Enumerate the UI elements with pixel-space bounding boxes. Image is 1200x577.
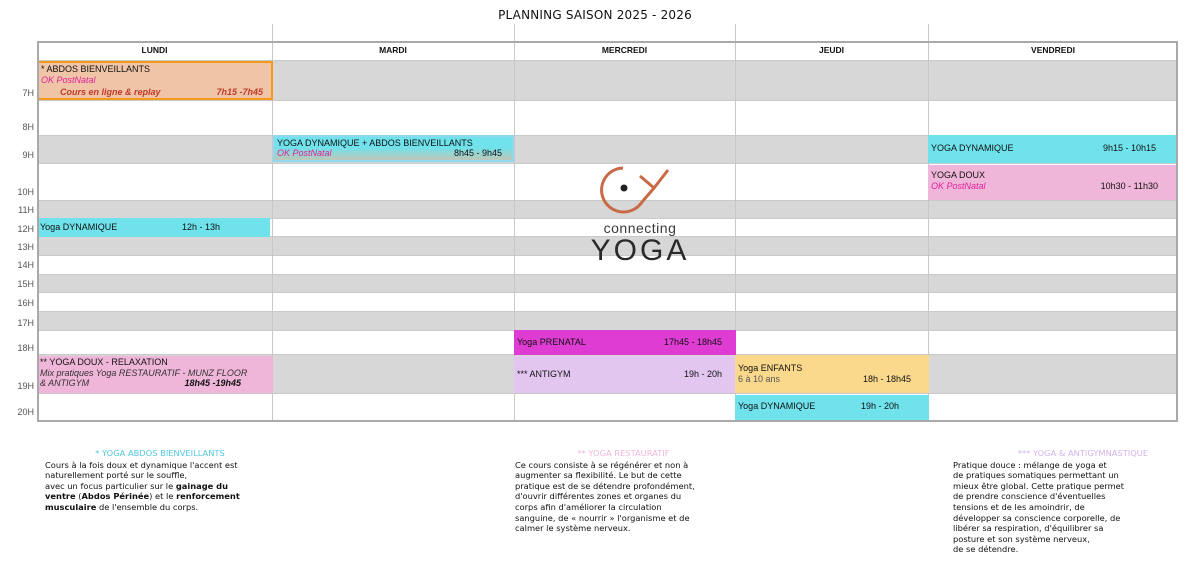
event-time: 9h15 - 10h15 [1102, 143, 1156, 153]
note-line: Cours à la fois doux et dynamique l'accent est [45, 459, 238, 470]
hour-label: 19H [17, 381, 34, 391]
day-header-vendredi: VENDREDI [1031, 45, 1075, 55]
event-title: ** YOGA DOUX - RELAXATION [40, 357, 168, 367]
event-title: YOGA DOUX [931, 170, 986, 180]
event-title: Yoga DYNAMIQUE [738, 401, 816, 411]
day-header-mardi: MARDI [379, 45, 407, 55]
event-title: Yoga PRENATAL [517, 337, 586, 347]
note-line: naturellement porté sur le souffle, [45, 470, 188, 481]
grid-line [37, 274, 1178, 275]
hour-label: 15H [17, 279, 34, 289]
event-title: Yoga ENFANTS [738, 363, 803, 373]
hour-label: 16H [17, 298, 34, 308]
event-time: 7h15 -7h45 [216, 87, 263, 97]
event-vendredi-yoga-doux[interactable] [928, 165, 1176, 200]
hour-label: 18H [17, 343, 34, 353]
day-header-lundi: LUNDI [141, 45, 168, 55]
hour-label: 20H [17, 407, 34, 417]
event-time: 10h30 - 11h30 [1100, 181, 1158, 191]
band-15h [37, 274, 1178, 292]
note-yoga-antigymnastique [953, 448, 1193, 555]
note-line: libérer sa respiration, d'équilibrer sa [953, 523, 1104, 534]
grid-line [37, 393, 1178, 394]
note-heading: * YOGA ABDOS BIENVEILLANTS [95, 448, 225, 458]
event-mardi-yoga-dynamique-abdos[interactable] [273, 135, 514, 162]
hour-label: 14H [17, 260, 34, 270]
event-mercredi-yoga-prenatal[interactable] [514, 330, 736, 355]
event-subtitle-2: & ANTIGYM [40, 378, 90, 388]
event-lundi-abdos-bienveillants[interactable] [37, 61, 273, 100]
note-line: tensions et de les amoindrir, de [953, 501, 1085, 512]
day-header-mercredi: MERCREDI [601, 45, 648, 55]
note-line: pratique est de se détendre profondément, [515, 480, 695, 491]
event-subtitle: OK PostNatal [41, 75, 96, 85]
note-text: ) et le [149, 491, 177, 502]
event-vendredi-yoga-dynamique[interactable] [928, 135, 1176, 163]
hour-label: 9H [22, 150, 34, 160]
note-line: posture et son système nerveux, [953, 533, 1090, 544]
hour-label: 7H [22, 88, 34, 98]
note-line [45, 491, 275, 502]
event-time: 8h45 - 9h45 [453, 148, 502, 158]
note-text: avec un focus particulier sur le [45, 480, 176, 491]
event-jeudi-yoga-dynamique[interactable] [735, 395, 929, 421]
note-line: Pratique douce : mélange de yoga et [953, 459, 1107, 470]
note-line: de prendre conscience d'éventuelles [953, 491, 1106, 502]
grid-line [37, 41, 1178, 42]
grid-line [37, 311, 1178, 312]
note-line: de se détendre. [953, 544, 1019, 555]
band-8h [37, 100, 1178, 135]
event-title: Yoga DYNAMIQUE [40, 222, 118, 232]
note-line: calmer le système nerveux. [515, 523, 631, 534]
event-title: *** ANTIGYM [517, 369, 571, 379]
logo-text-yoga: YOGA [590, 234, 690, 267]
event-time: 19h - 20h [860, 401, 899, 411]
event-time: 19h - 20h [683, 369, 722, 379]
page-title: PLANNING SAISON 2025 - 2026 [498, 8, 692, 22]
event-time: 12h - 13h [182, 222, 221, 232]
band-16h [37, 292, 1178, 311]
event-jeudi-yoga-enfants[interactable] [735, 355, 929, 393]
event-note: Cours en ligne & replay [60, 87, 161, 97]
grid-line [37, 292, 1178, 293]
note-line: augmenter sa flexibilité. Le but de cette [515, 470, 682, 481]
event-subtitle: Mix pratiques Yoga RESTAURATIF - MUNZ FLOOR [40, 368, 248, 378]
band-17h [37, 311, 1178, 330]
event-mercredi-antigym[interactable] [514, 356, 736, 393]
note-bold: gainage du [175, 480, 229, 491]
note-text: de l'ensemble du corps. [96, 501, 199, 512]
note-line: Ce cours consiste à se régénérer et non à [515, 459, 689, 470]
note-line [45, 502, 275, 513]
hour-label: 12H [17, 224, 34, 234]
note-bold: Abdos Périnée [81, 491, 150, 502]
note-line: mieux être global. Cette pratique permet [953, 480, 1125, 491]
event-lundi-yoga-dynamique[interactable] [37, 218, 270, 237]
event-time: 17h45 - 18h45 [663, 337, 722, 347]
hour-label: 17H [17, 318, 34, 328]
event-subtitle: 6 à 10 ans [738, 374, 781, 384]
event-title: * ABDOS BIENVEILLANTS [41, 64, 151, 74]
note-bold: musculaire [45, 501, 97, 512]
event-subtitle: OK PostNatal [931, 181, 986, 191]
event-title: YOGA DYNAMIQUE [931, 143, 1014, 153]
logo-text-connecting: connecting [603, 220, 677, 236]
note-line: d'ouvrir différentes zones et organes du [515, 491, 682, 502]
note-abdos-bienveillants [45, 448, 275, 513]
band-20h [37, 393, 1178, 421]
hour-label: 11H [18, 205, 34, 215]
note-heading: *** YOGA & ANTIGYMNASTIQUE [1017, 448, 1149, 458]
note-line [45, 481, 275, 492]
event-time: 18h - 18h45 [862, 374, 911, 384]
hour-label: 8H [22, 122, 34, 132]
event-title: YOGA DYNAMIQUE + ABDOS BIENVEILLANTS [277, 138, 473, 148]
note-bold: ventre [45, 491, 76, 502]
event-time: 18h45 -19h45 [184, 378, 241, 388]
event-lundi-yoga-doux-relaxation[interactable] [37, 356, 273, 393]
grid-line [37, 100, 1178, 101]
note-line: de pratiques somatiques permettant un [953, 470, 1119, 481]
note-line: sanguine, de « nourrir » l'organisme et de [515, 512, 690, 523]
day-header-jeudi: JEUDI [818, 45, 845, 55]
event-subtitle: OK PostNatal [277, 148, 332, 158]
hour-label: 10H [17, 187, 34, 197]
hour-label: 13H [17, 242, 34, 252]
note-bold: renforcement [176, 491, 240, 502]
note-line: corps afin d'améliorer la circulation [515, 501, 662, 512]
note-line: développer sa conscience corporelle, de [953, 512, 1121, 523]
note-heading: ** YOGA RESTAURATIF [577, 448, 670, 458]
note-text: ( [75, 491, 82, 502]
note-yoga-restauratif [515, 448, 732, 534]
top-band [37, 24, 1178, 41]
